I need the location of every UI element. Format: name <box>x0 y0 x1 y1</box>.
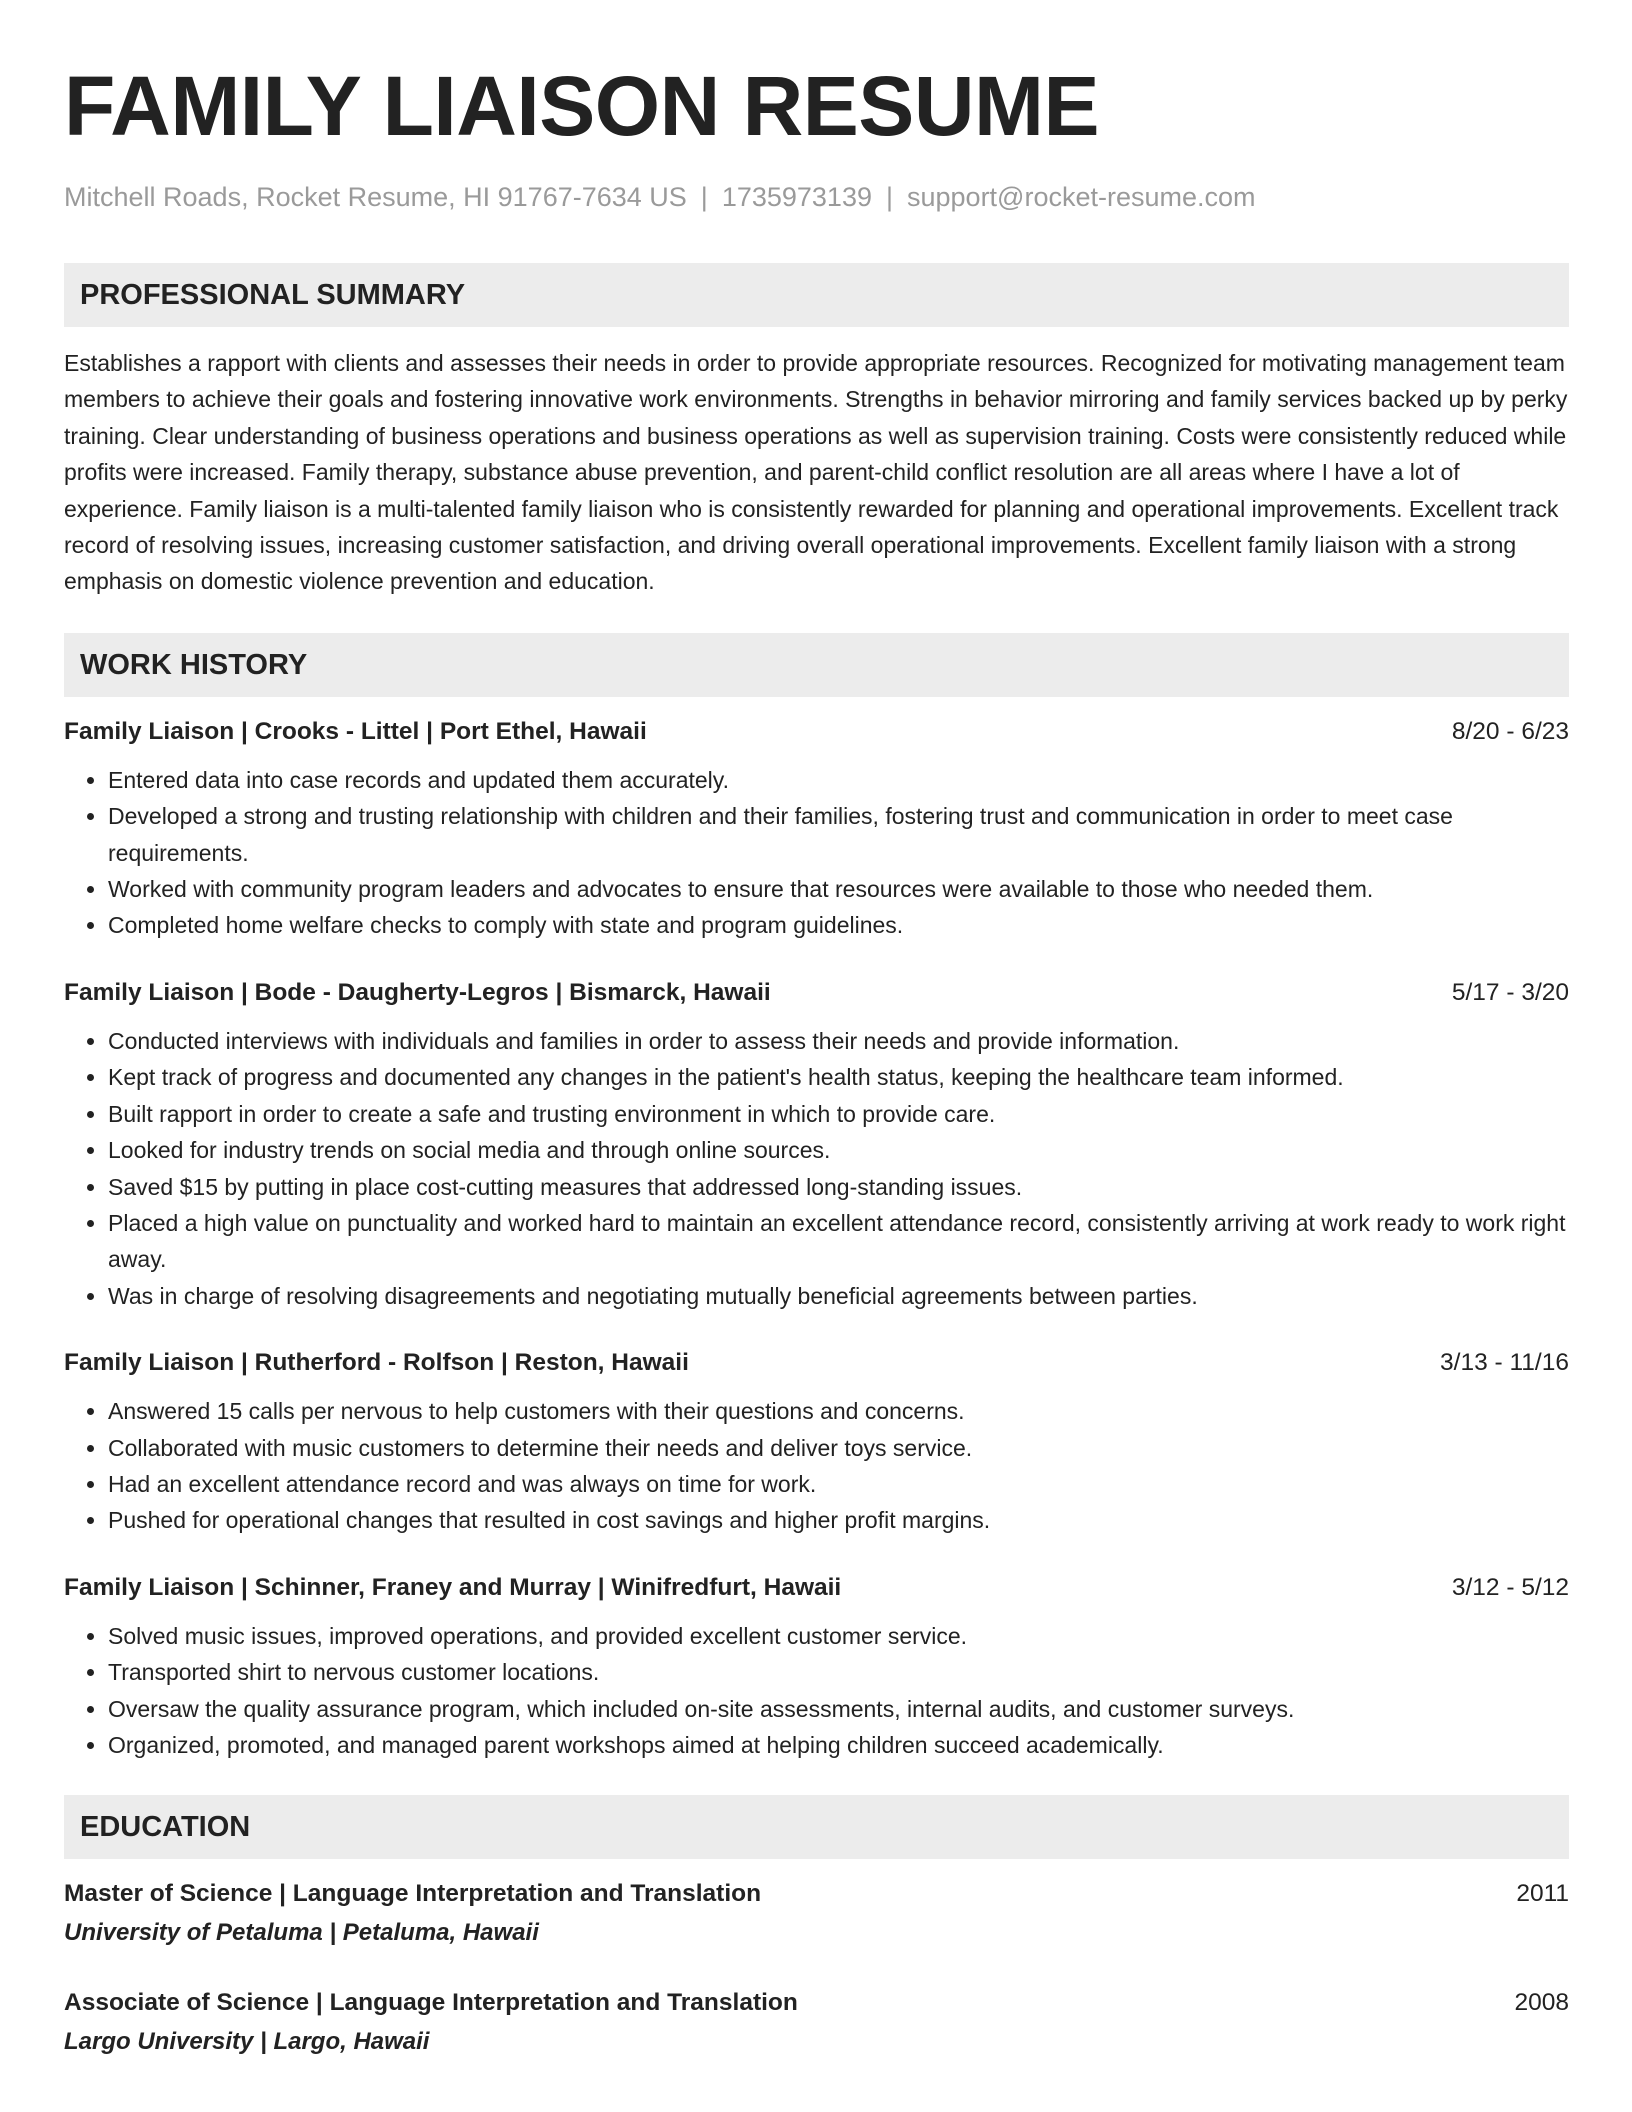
job-entry <box>64 976 1569 1314</box>
school-line: University of Petaluma | Petaluma, Hawaii <box>64 1919 539 1947</box>
job-title-line: Family Liaison | Crooks - Littel | Port Ethel, Hawaii <box>64 717 647 745</box>
education-entry <box>64 1986 1569 2059</box>
school-line: Largo University | Largo, Hawaii <box>64 2028 430 2056</box>
job-bullet: • Pushed for operational changes that resulted in cost savings and higher profit margins. <box>108 1502 1569 1538</box>
degree-line: Associate of Science | Language Interpretation and Translation <box>64 1989 798 2017</box>
education-header <box>64 1877 1569 1911</box>
job-title-line: Family Liaison | Rutherford - Rolfson | Reston, Hawaii <box>64 1349 689 1377</box>
summary-text: Establishes a rapport with clients and assesses their needs in order to provide appropriate resources. Recognized for motivating management team members to achieve their goals and fostering innovative work environments. Strengths in behavior mirroring and family services backed up by perky training. Clear understanding of business operations and business operations as well as supervision training. Costs were consistently reduced while profits were increased. Family therapy, substance abuse prevention, and parent-child conflict resolution are all areas where I have a lot of experience. Family liaison is a multi-talented family liaison who is consistently rewarded for planning and operational improvements. Excellent track record of resolving issues, increasing customer satisfaction, and driving overall operational improvements. Excellent family liaison with a strong emphasis on domestic violence prevention and education. <box>64 350 1568 595</box>
job-bullet: • Completed home welfare checks to comply with state and program guidelines. <box>108 907 1569 943</box>
job-bullet: • Oversaw the quality assurance program, which included on-site assessments, internal audits, and customer surveys. <box>108 1691 1569 1727</box>
job-title-line: Family Liaison | Schinner, Franey and Murray | Winifredfurt, Hawaii <box>64 1573 842 1601</box>
job-title-line: Family Liaison | Bode - Daugherty-Legros | Bismarck, Hawaii <box>64 978 771 1006</box>
job-bullet: • Collaborated with music customers to determine their needs and deliver toys service. <box>108 1430 1569 1466</box>
contact-separator: | <box>700 182 708 212</box>
job-dates: 3/12 - 5/12 <box>1451 1573 1569 1601</box>
contact-line <box>64 182 1569 213</box>
job-bullet: • Conducted interviews with individuals and families in order to assess their needs and provide information. <box>108 1023 1569 1059</box>
job-bullets <box>64 762 1569 944</box>
job-bullets <box>64 1393 1569 1539</box>
job-header <box>64 1346 1569 1380</box>
job-bullet: • Looked for industry trends on social media and through online sources. <box>108 1132 1569 1168</box>
job-entry <box>64 1346 1569 1539</box>
contact-phone: 1735973139 <box>721 182 872 212</box>
job-entry <box>64 1571 1569 1764</box>
job-header <box>64 715 1569 749</box>
job-bullet: • Had an excellent attendance record and was always on time for work. <box>108 1466 1569 1502</box>
education-year: 2011 <box>1516 1880 1569 1908</box>
job-header <box>64 1571 1569 1605</box>
job-bullets <box>64 1618 1569 1764</box>
job-bullet: • Solved music issues, improved operations, and provided excellent customer service. <box>108 1618 1569 1654</box>
job-header <box>64 976 1569 1010</box>
job-bullet: • Was in charge of resolving disagreements and negotiating mutually beneficial agreements between parties. <box>108 1278 1569 1314</box>
job-bullet: • Kept track of progress and documented any changes in the patient's health status, keeping the healthcare team informed. <box>108 1059 1569 1095</box>
job-dates: 5/17 - 3/20 <box>1451 978 1569 1006</box>
education-header <box>64 1986 1569 2020</box>
job-bullets <box>64 1023 1569 1314</box>
contact-address: Mitchell Roads, Rocket Resume, HI 91767-7634 US <box>64 182 687 212</box>
job-bullet: • Saved $15 by putting in place cost-cutting measures that addressed long-standing issues. <box>108 1169 1569 1205</box>
contact-email: support@rocket-resume.com <box>907 182 1256 212</box>
job-bullet: • Entered data into case records and updated them accurately. <box>108 762 1569 798</box>
job-bullet: • Built rapport in order to create a safe and trusting environment in which to provide care. <box>108 1096 1569 1132</box>
degree-line: Master of Science | Language Interpretation and Translation <box>64 1880 762 1908</box>
job-entry <box>64 715 1569 944</box>
education-year: 2008 <box>1514 1989 1569 2017</box>
job-bullet: • Transported shirt to nervous customer locations. <box>108 1654 1569 1690</box>
job-bullet: • Placed a high value on punctuality and worked hard to maintain an excellent attendance record, consistently arriving at work ready to work right away. <box>108 1205 1569 1278</box>
education-entry <box>64 1877 1569 1950</box>
resume-title: FAMILY LIAISON RESUME <box>64 59 1099 153</box>
job-bullet: • Developed a strong and trusting relationship with children and their families, fostering trust and communication in order to meet case requirements. <box>108 798 1569 871</box>
work-history-heading: WORK HISTORY <box>64 633 1569 697</box>
job-bullet: • Answered 15 calls per nervous to help customers with their questions and concerns. <box>108 1393 1569 1429</box>
job-dates: 3/13 - 11/16 <box>1440 1349 1569 1377</box>
job-dates: 8/20 - 6/23 <box>1451 717 1569 745</box>
summary-heading: PROFESSIONAL SUMMARY <box>64 263 1569 327</box>
contact-separator: | <box>885 182 893 212</box>
education-heading: EDUCATION <box>64 1795 1569 1859</box>
job-bullet: • Organized, promoted, and managed parent workshops aimed at helping children succeed academically. <box>108 1727 1569 1763</box>
job-bullet: • Worked with community program leaders and advocates to ensure that resources were available to those who needed them. <box>108 871 1569 907</box>
